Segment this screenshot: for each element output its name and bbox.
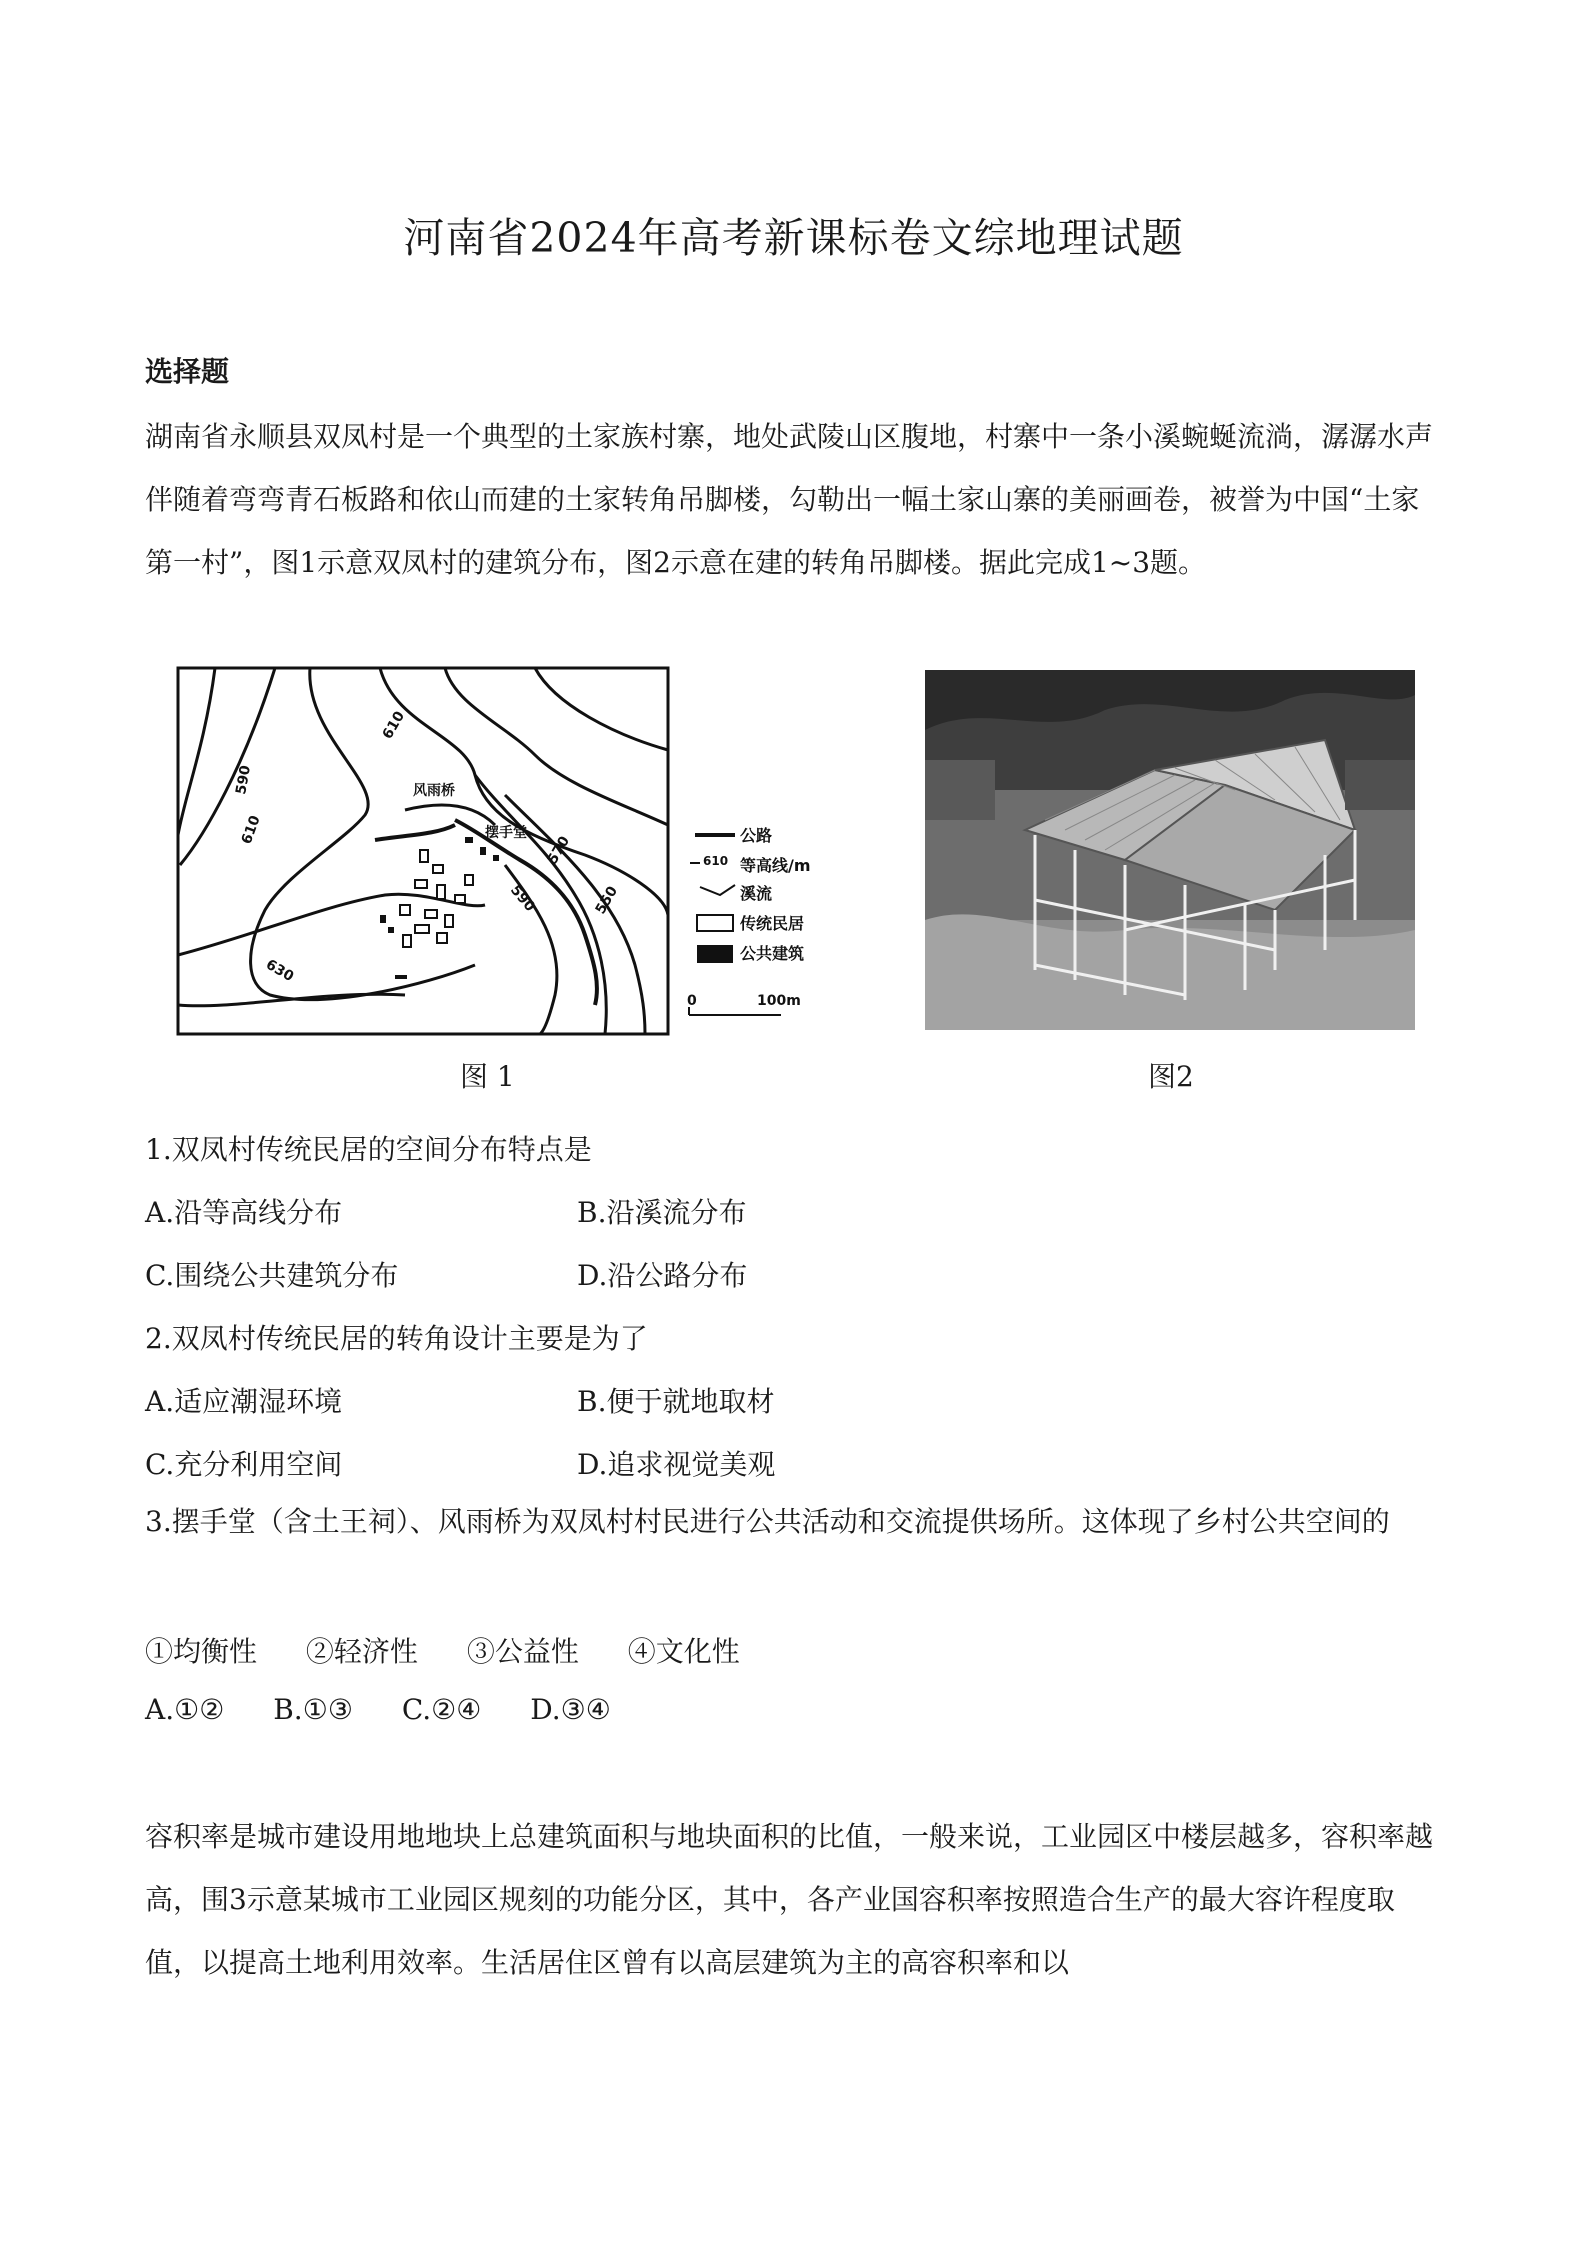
question-1-stem: 1.双凤村传统民居的空间分布特点是 — [145, 1133, 592, 1166]
question-1-option-a[interactable]: A.沿等高线分布 — [145, 1196, 343, 1229]
question-3-option-d[interactable]: D.③④ — [530, 1693, 611, 1726]
passage-intro: 湖南省永顺县双凤村是一个典型的土家族村寨，地处武陵山区腹地，村寨中一条小溪蜿蜒流淌，潺潺水声伴随着弯弯青石板路和依山而建的土家转角吊脚楼，勾勒出一幅土家山寨的美丽画卷，被誉为中国“土家第一村”，图1示意双凤村的建筑分布，图2示意在建的转角吊脚楼。据此完成1~3题。 — [145, 420, 1434, 579]
label-c550: 550 — [592, 883, 622, 917]
svg-text:传统民居: 传统民居 — [740, 914, 805, 933]
passage-floor-area-ratio: 容积率是城市建设用地地块上总建筑面积与地块面积的比值，一般来说，工业园区中楼层越多，容积率越高，围3示意某城市工业园区规刻的功能分区，其中，各产业国容积率按照造合生产的最大容许程度取值，以提高土地利用效率。生活居住区曾有以高层建筑为主的高容积率和以 — [145, 1820, 1434, 1979]
svg-text:公共建筑: 公共建筑 — [740, 944, 805, 963]
svg-text:0: 0 — [687, 993, 697, 1009]
label-hall: 摆手堂 — [485, 825, 527, 841]
question-3-items — [145, 1630, 780, 1670]
page-title: 河南省2024年高考新课标卷文综地理试题 — [403, 214, 1184, 262]
label-c610-left: 610 — [238, 813, 264, 847]
question-2-stem: 2.双凤村传统民居的转角设计主要是为了 — [145, 1322, 648, 1355]
label-bridge: 风雨桥 — [413, 783, 455, 799]
svg-text:610: 610 — [703, 854, 729, 868]
question-3-item-4: ④文化性 — [627, 1635, 740, 1668]
figure-1-contour-map — [175, 665, 835, 1037]
question-3-item-2: ②轻济性 — [305, 1635, 418, 1668]
label-c610-top: 610 — [379, 708, 409, 742]
question-1-option-d[interactable]: D.沿公路分布 — [577, 1259, 748, 1292]
figure-2-stilt-house-photo — [925, 670, 1415, 1030]
label-c590-mid: 590 — [506, 882, 538, 915]
label-c590-left: 590 — [233, 764, 255, 796]
svg-text:100m: 100m — [757, 993, 801, 1009]
question-2-option-b[interactable]: B.便于就地取材 — [577, 1385, 775, 1418]
question-1-option-b[interactable]: B.沿溪流分布 — [577, 1196, 747, 1229]
question-2-option-c[interactable]: C.充分利用空间 — [145, 1448, 343, 1481]
figure-2-caption: 图2 — [1148, 1060, 1194, 1093]
question-3-item-1: ①均衡性 — [145, 1635, 258, 1668]
section-label: 选择题 — [145, 355, 230, 388]
question-3-option-c[interactable]: C.②④ — [401, 1693, 482, 1726]
label-c630: 630 — [263, 956, 297, 986]
question-2-option-d[interactable]: D.追求视觉美观 — [577, 1448, 776, 1481]
question-3-item-3: ③公益性 — [466, 1635, 579, 1668]
svg-text:溪流: 溪流 — [740, 884, 773, 903]
question-3-option-a[interactable]: A.①② — [145, 1693, 225, 1726]
figure-1-caption: 图 1 — [460, 1060, 515, 1093]
question-1-option-c[interactable]: C.围绕公共建筑分布 — [145, 1259, 399, 1292]
map-legend — [687, 826, 811, 1015]
question-3-option-b[interactable]: B.①③ — [273, 1693, 353, 1726]
question-3-options — [145, 1693, 651, 1726]
question-2-option-a[interactable]: A.适应潮湿环境 — [145, 1385, 343, 1418]
question-3-stem: 3.摆手堂（含土王祠）、风雨桥为双凤村村民进行公共活动和交流提供场所。这体现了乡村公共空间的 — [145, 1505, 1390, 1538]
svg-text:等高线/m: 等高线/m — [740, 856, 811, 875]
label-c570: 570 — [544, 833, 574, 867]
svg-text:公路: 公路 — [740, 826, 773, 845]
